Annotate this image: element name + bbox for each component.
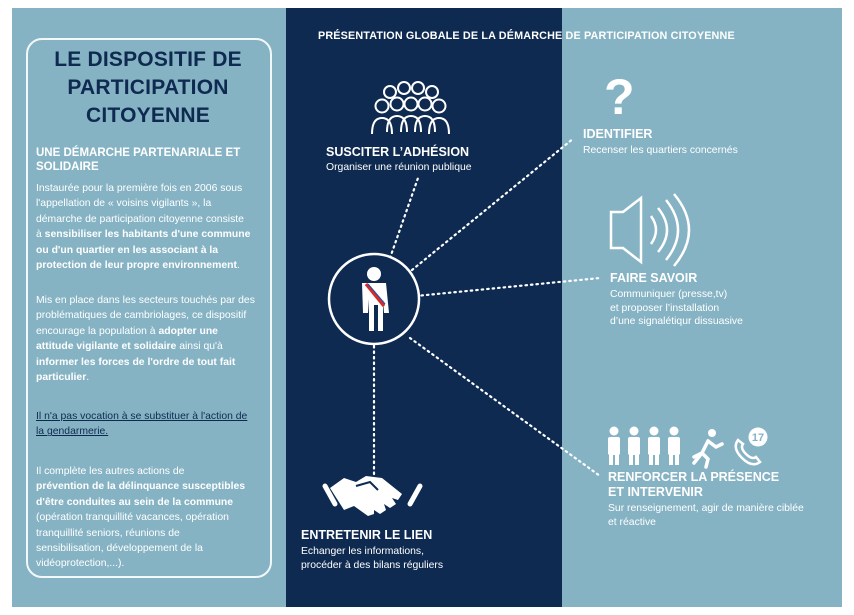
people-icon — [608, 427, 680, 466]
left-panel-subtitle: UNE DÉMARCHE PARTENARIALE ET SOLIDAIRE — [36, 147, 241, 173]
left-panel-title: LE DISPOSITIF DE PARTICIPATION CITOYENNE — [54, 48, 242, 127]
faire-savoir-desc: Communiquer (presse,tv) et proposer l’installation d’une signalétiqur dissuasive — [610, 289, 743, 327]
connector-renforcer — [410, 338, 600, 476]
faire-savoir-title: FAIRE SAVOIR — [610, 271, 698, 285]
identifier-desc: Recenser les quartiers concernés — [583, 145, 738, 156]
lien-desc: Echanger les informations, procéder à des bilans réguliers — [301, 546, 444, 571]
paragraph-intro: Instaurée pour la première fois en 2006 sous l'appellation de « voisins vigilants », la démarche de participation citoyenne consiste à sensibiliser les habitants d'une commune ou d'un quartier en les associant à la protection de leur propre environnement. — [36, 183, 251, 272]
diagram-title: PRÉSENTATION GLOBALE DE LA DÉMARCHE DE PARTICIPATION CITOYENNE — [318, 30, 735, 42]
connector-faire-savoir — [416, 278, 600, 296]
paragraph-objectives: Mis en place dans les secteurs touchés par des problématiques de cambriolages, ce dispositif encourage la population à adopter une attitude vigilante et solidaire ainsi qu'à informer les forces de l'ordre de tout fait particulier. — [36, 295, 255, 384]
handshake-icon — [325, 476, 420, 516]
mayor-icon — [329, 254, 419, 344]
runner-icon — [694, 429, 722, 467]
renforcer-title: RENFORCER LA PRÉSENCE ET INTERVENIR — [608, 470, 780, 499]
phone-icon — [736, 428, 768, 465]
adhesion-desc: Organiser une réunion publique — [326, 162, 472, 173]
paragraph-complement: Il complète les autres actions de prévention de la délinquance susceptibles d'être conduites au sein de la commune (opération tranquillité vacances, opération tranquillité seniors, réunions de sensibilisation, développement de la vidéoprotection,...). — [36, 466, 246, 570]
renforcer-desc: Sur renseignement, agir de manière ciblée et réactive — [608, 503, 804, 528]
connector-adhesion — [390, 178, 418, 258]
speaker-icon — [611, 194, 689, 266]
paragraph-disclaimer: Il n'a pas vocation à se substituer à l'action de la gendarmerie. — [36, 411, 248, 438]
crowd-icon — [372, 82, 449, 134]
adhesion-title: SUSCITER L’ADHÉSION — [326, 145, 470, 159]
lien-title: ENTRETENIR LE LIEN — [301, 528, 433, 542]
emergency-number-badge: 17 — [751, 432, 765, 444]
identifier-title: IDENTIFIER — [583, 127, 653, 141]
question-mark-icon: ? — [604, 69, 635, 125]
